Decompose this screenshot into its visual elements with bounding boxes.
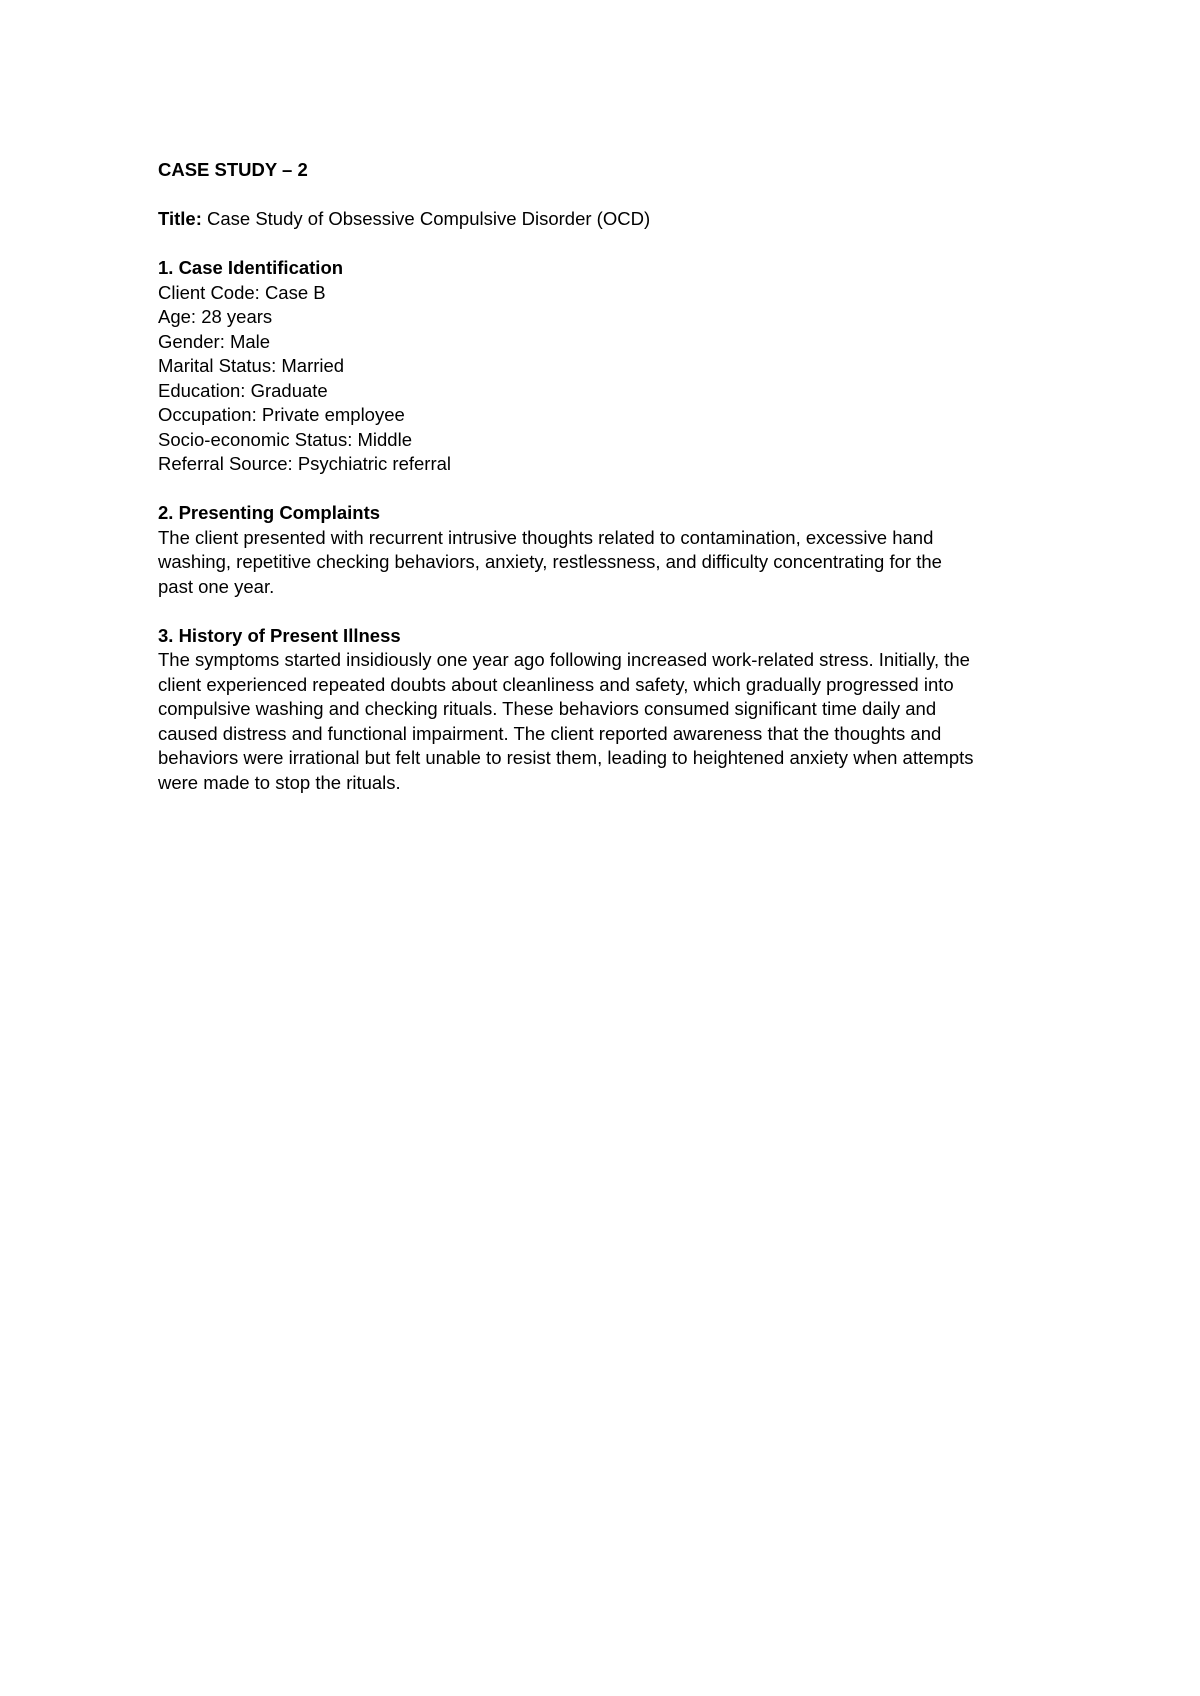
gender-field: Gender: Male <box>158 330 271 352</box>
socio-economic-status-field: Socio-economic Status: Middle <box>158 428 412 450</box>
paragraph-line: past one year. <box>158 575 275 597</box>
section-heading: 1. Case Identification <box>158 257 344 278</box>
paragraph-line: caused distress and functional impairment. The client reported awareness that the thoughts and <box>158 722 942 744</box>
title-text: Case Study of Obsessive Compulsive Disorder (OCD) <box>201 208 651 229</box>
paragraph-line: client experienced repeated doubts about cleanliness and safety, which gradually progressed into <box>158 673 954 695</box>
section-case-identification <box>158 256 1058 477</box>
referral-source-field: Referral Source: Psychiatric referral <box>158 453 452 474</box>
education-field: Education: Graduate <box>158 379 328 401</box>
section-heading: 3. History of Present Illness <box>158 624 401 646</box>
document-title <box>158 207 1058 232</box>
paragraph-line: behaviors were irrational but felt unable to resist them, leading to heightened anxiety when attempts <box>158 747 974 768</box>
client-code-field: Client Code: Case B <box>158 281 326 303</box>
paragraph-line: compulsive washing and checking rituals. These behaviors consumed significant time daily and <box>158 698 937 719</box>
age-field: Age: 28 years <box>158 306 273 327</box>
marital-status-field: Marital Status: Married <box>158 355 345 376</box>
paragraph-line: were made to stop the rituals. <box>158 771 401 793</box>
document-body <box>158 158 1058 795</box>
occupation-field: Occupation: Private employee <box>158 404 405 425</box>
title-label: Title: <box>158 208 202 229</box>
paragraph-line: The client presented with recurrent intrusive thoughts related to contamination, excessive hand <box>158 526 934 548</box>
case-study-heading: CASE STUDY – 2 <box>158 159 308 180</box>
section-history-present-illness <box>158 624 1058 796</box>
section-heading: 2. Presenting Complaints <box>158 502 381 523</box>
section-presenting-complaints <box>158 501 1058 599</box>
paragraph-line: washing, repetitive checking behaviors, anxiety, restlessness, and difficulty concentrating for the <box>158 551 942 572</box>
paragraph-line: The symptoms started insidiously one year ago following increased work-related stress. Initially, the <box>158 649 970 670</box>
